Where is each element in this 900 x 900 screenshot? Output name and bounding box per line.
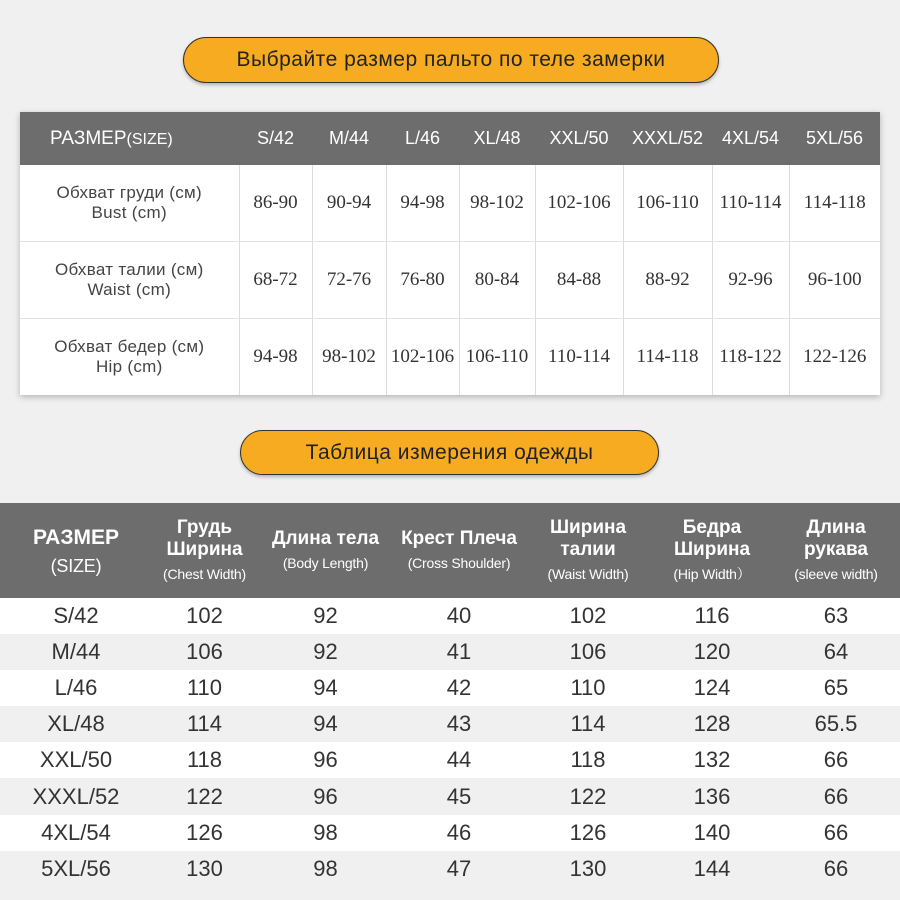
body-table-size-header-suffix: (SIZE) (126, 130, 173, 148)
garment-cell: 110 (524, 670, 652, 706)
garment-table-header-row (0, 503, 900, 598)
garment-cell: 66 (772, 815, 900, 851)
garment-cell: 126 (524, 815, 652, 851)
body-table-header-row (20, 112, 880, 165)
garment-col-header-en: (SIZE) (50, 555, 102, 576)
garment-cell: 66 (772, 778, 900, 814)
bust-value: 86-90 (239, 165, 312, 242)
waist-value: 84-88 (535, 242, 623, 319)
garment-row (0, 815, 900, 851)
garment-cell: 45 (394, 778, 524, 814)
body-table-size-col: XXXL/52 (623, 112, 712, 165)
garment-col-header-sleeve (772, 503, 900, 598)
garment-col-header-shoulder (394, 503, 524, 598)
waist-value: 72-76 (312, 242, 386, 319)
garment-cell: 122 (152, 778, 257, 814)
garment-size-cell: 4XL/54 (0, 815, 152, 851)
hip-label (20, 319, 239, 396)
garment-cell: 96 (257, 742, 394, 778)
hip-value: 106-110 (459, 319, 535, 396)
body-table-size-col: XL/48 (459, 112, 535, 165)
size-selection-banner-text: Выбрайте размер пальто по теле замерки (236, 48, 666, 71)
hip-value: 122-126 (803, 346, 867, 367)
garment-col-header-ru: Ширина талии (549, 516, 627, 560)
garment-col-header-ru: Крест Плеча (401, 527, 517, 549)
garment-col-header-size (0, 503, 152, 598)
garment-row (0, 851, 900, 887)
hip-value: 102-106 (386, 319, 459, 396)
garment-size-cell: XXXL/52 (0, 778, 152, 814)
garment-col-header-hip (652, 503, 772, 598)
garment-row (0, 706, 900, 742)
body-table-size-header (20, 112, 239, 165)
body-table-size-col: S/42 (239, 112, 312, 165)
garment-cell: 98 (257, 851, 394, 887)
garment-size-cell: S/42 (0, 598, 152, 634)
garment-cell: 118 (524, 742, 652, 778)
garment-cell: 126 (152, 815, 257, 851)
size-selection-banner (183, 37, 719, 83)
hip-row (20, 319, 880, 396)
bust-value: 90-94 (312, 165, 386, 242)
garment-cell: 96 (257, 778, 394, 814)
garment-cell: 64 (772, 634, 900, 670)
bust-value: 110-114 (712, 165, 789, 242)
garment-cell: 65.5 (772, 706, 900, 742)
garment-size-cell: 5XL/56 (0, 851, 152, 887)
garment-cell: 66 (772, 742, 900, 778)
garment-cell: 128 (652, 706, 772, 742)
garment-size-cell: XXL/50 (0, 742, 152, 778)
garment-row (0, 670, 900, 706)
garment-cell: 132 (652, 742, 772, 778)
garment-measurements-table (0, 503, 900, 887)
garment-col-header-en: (Waist Width) (547, 565, 629, 582)
garment-col-header-waist (524, 503, 652, 598)
bust-value: 98-102 (459, 165, 535, 242)
garment-col-header-ru: РАЗМЕР (33, 525, 119, 549)
body-table-size-header-label: РАЗМЕР (50, 127, 127, 149)
garment-col-header-ru: Грудь Ширина (166, 516, 243, 560)
garment-cell: 130 (152, 851, 257, 887)
garment-cell: 130 (524, 851, 652, 887)
garment-cell: 94 (257, 670, 394, 706)
bust-row (20, 165, 880, 242)
bust-value: 106-110 (623, 165, 712, 242)
garment-col-header-en: (Body Length) (282, 554, 369, 571)
waist-value: 68-72 (239, 242, 312, 319)
garment-cell: 120 (652, 634, 772, 670)
garment-cell: 94 (257, 706, 394, 742)
garment-cell: 42 (394, 670, 524, 706)
waist-value: 92-96 (712, 242, 789, 319)
garment-col-header-ru: Длина рукава (804, 516, 868, 560)
body-table-size-col: M/44 (312, 112, 386, 165)
garment-col-header-en: (Cross Shoulder) (407, 554, 511, 571)
waist-label-ru: Обхват талии (см) (54, 260, 204, 279)
hip-value: 98-102 (312, 319, 386, 396)
garment-cell: 140 (652, 815, 772, 851)
garment-cell: 136 (652, 778, 772, 814)
body-measurements-table (20, 112, 880, 395)
garment-cell: 43 (394, 706, 524, 742)
garment-cell: 98 (257, 815, 394, 851)
garment-cell: 44 (394, 742, 524, 778)
bust-label-en: Bust (cm) (91, 203, 167, 222)
waist-value: 80-84 (459, 242, 535, 319)
garment-cell: 114 (152, 706, 257, 742)
garment-cell: 124 (652, 670, 772, 706)
waist-label-en: Waist (cm) (87, 280, 172, 299)
waist-value: 76-80 (386, 242, 459, 319)
garment-col-header-en: (Hip Width） (673, 565, 751, 582)
garment-table-banner (240, 430, 659, 475)
body-table-size-col: 4XL/54 (712, 112, 789, 165)
garment-col-header-chest (152, 503, 257, 598)
bust-value: 114-118 (789, 165, 880, 242)
garment-cell: 122 (524, 778, 652, 814)
hip-value: 110-114 (535, 319, 623, 396)
body-table-size-col: L/46 (386, 112, 459, 165)
garment-col-header-length (257, 503, 394, 598)
garment-row (0, 778, 900, 814)
garment-cell: 92 (257, 598, 394, 634)
garment-row (0, 634, 900, 670)
garment-size-cell: M/44 (0, 634, 152, 670)
garment-cell: 106 (152, 634, 257, 670)
hip-label-en: Hip (cm) (95, 357, 163, 376)
body-table-size-col: XXL/50 (535, 112, 623, 165)
garment-cell: 66 (772, 851, 900, 887)
garment-cell: 65 (772, 670, 900, 706)
hip-value: 118-122 (712, 319, 789, 396)
garment-row (0, 598, 900, 634)
garment-cell: 114 (524, 706, 652, 742)
garment-col-header-en: (sleeve width) (794, 565, 878, 582)
waist-value: 96-100 (789, 242, 880, 319)
garment-cell: 102 (524, 598, 652, 634)
garment-cell: 40 (394, 598, 524, 634)
garment-cell: 110 (152, 670, 257, 706)
garment-col-header-ru: Бедра Ширина (673, 516, 751, 560)
body-table-size-col: 5XL/56 (789, 112, 880, 165)
bust-value: 94-98 (386, 165, 459, 242)
hip-value: 114-118 (623, 319, 712, 396)
garment-cell: 118 (152, 742, 257, 778)
garment-size-cell: L/46 (0, 670, 152, 706)
garment-cell: 63 (772, 598, 900, 634)
waist-label (20, 242, 239, 319)
bust-label (20, 165, 239, 242)
garment-cell: 92 (257, 634, 394, 670)
garment-cell: 47 (394, 851, 524, 887)
garment-cell: 41 (394, 634, 524, 670)
hip-label-ru: Обхват бедер (см) (54, 337, 205, 356)
garment-col-header-en: (Chest Width) (163, 565, 246, 582)
waist-value: 88-92 (623, 242, 712, 319)
hip-value: 94-98 (239, 319, 312, 396)
garment-cell: 106 (524, 634, 652, 670)
garment-size-cell: XL/48 (0, 706, 152, 742)
bust-value: 102-106 (535, 165, 623, 242)
garment-cell: 46 (394, 815, 524, 851)
garment-cell: 116 (652, 598, 772, 634)
bust-label-ru: Обхват груди (см) (56, 183, 202, 202)
garment-row (0, 742, 900, 778)
garment-table-banner-text: Таблица измерения одежды (305, 440, 594, 464)
garment-col-header-ru: Длина тела (271, 527, 380, 549)
garment-cell: 144 (652, 851, 772, 887)
waist-row (20, 242, 880, 319)
garment-cell: 102 (152, 598, 257, 634)
